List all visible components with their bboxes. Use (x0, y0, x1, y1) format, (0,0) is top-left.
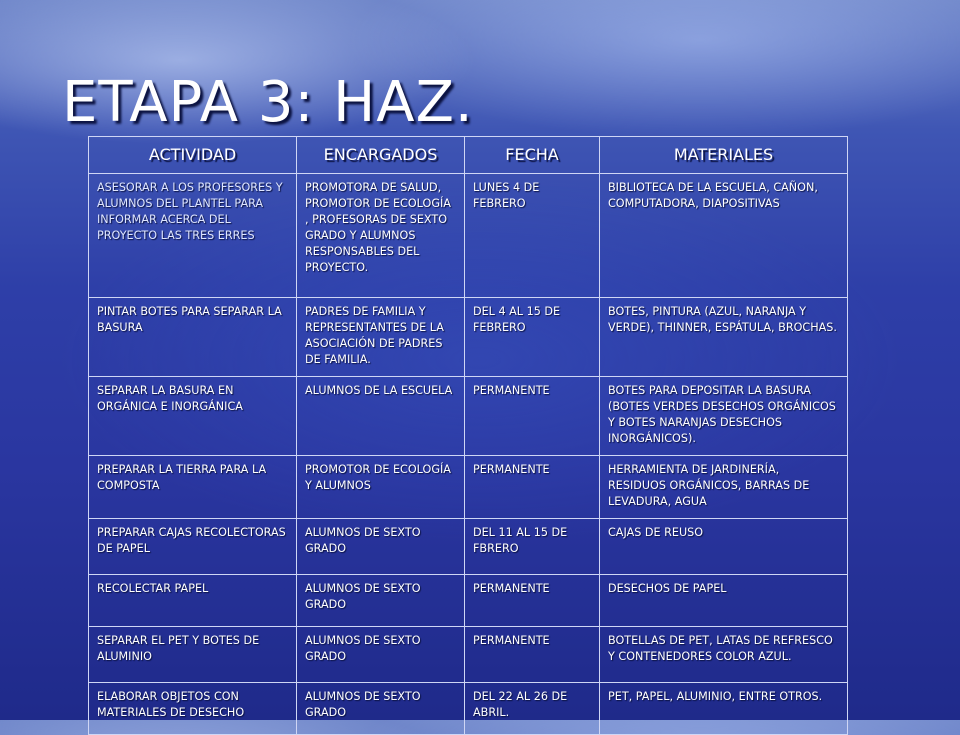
cell-fecha: DEL 4 AL 15 DE FEBRERO (465, 298, 600, 377)
cell-fecha: PERMANENTE (465, 575, 600, 627)
header-encargados: ENCARGADOS (297, 137, 465, 174)
cell-encargados: ALUMNOS DE SEXTO GRADO (297, 519, 465, 575)
table-row (89, 683, 848, 735)
header-actividad: ACTIVIDAD (89, 137, 297, 174)
cell-materiales: BOTES PARA DEPOSITAR LA BASURA (BOTES VERDES DESECHOS ORGÁNICOS Y BOTES NARANJAS DESECHOS INORGÁNICOS). (600, 377, 848, 456)
cell-encargados: PROMOTORA DE SALUD, PROMOTOR DE ECOLOGÍA , PROFESORAS DE SEXTO GRADO Y ALUMNOS RESPONSABLES DEL PROYECTO. (297, 174, 465, 298)
header-fecha: FECHA (465, 137, 600, 174)
cell-encargados: PROMOTOR DE ECOLOGÍA Y ALUMNOS (297, 456, 465, 519)
cell-materiales: BOTES, PINTURA (AZUL, NARANJA Y VERDE), THINNER, ESPÁTULA, BROCHAS. (600, 298, 848, 377)
cell-materiales: BIBLIOTECA DE LA ESCUELA, CAÑON, COMPUTADORA, DIAPOSITIVAS (600, 174, 848, 298)
cell-actividad: PREPARAR LA TIERRA PARA LA COMPOSTA (89, 456, 297, 519)
cell-fecha: DEL 22 AL 26 DE ABRIL. (465, 683, 600, 735)
activity-table (88, 136, 848, 735)
cell-actividad: PINTAR BOTES PARA SEPARAR LA BASURA (89, 298, 297, 377)
cell-encargados: ALUMNOS DE SEXTO GRADO (297, 627, 465, 683)
cell-materiales: DESECHOS DE PAPEL (600, 575, 848, 627)
cell-fecha: PERMANENTE (465, 377, 600, 456)
table-row (89, 456, 848, 519)
table-row (89, 174, 848, 298)
cell-materiales: CAJAS DE REUSO (600, 519, 848, 575)
cell-encargados: PADRES DE FAMILIA Y REPRESENTANTES DE LA ASOCIACIÓN DE PADRES DE FAMILIA. (297, 298, 465, 377)
cell-fecha: PERMANENTE (465, 627, 600, 683)
cell-actividad: ASESORAR A LOS PROFESORES Y ALUMNOS DEL PLANTEL PARA INFORMAR ACERCA DEL PROYECTO LAS TRES ERRES (89, 174, 297, 298)
cell-encargados: ALUMNOS DE SEXTO GRADO (297, 683, 465, 735)
cell-fecha: PERMANENTE (465, 456, 600, 519)
table-row (89, 298, 848, 377)
cell-materiales: HERRAMIENTA DE JARDINERÍA, RESIDUOS ORGÁNICOS, BARRAS DE LEVADURA, AGUA (600, 456, 848, 519)
cell-fecha: DEL 11 AL 15 DE FBRERO (465, 519, 600, 575)
cell-encargados: ALUMNOS DE SEXTO GRADO (297, 575, 465, 627)
cell-materiales: BOTELLAS DE PET, LATAS DE REFRESCO Y CONTENEDORES COLOR AZUL. (600, 627, 848, 683)
cell-materiales: PET, PAPEL, ALUMINIO, ENTRE OTROS. (600, 683, 848, 735)
table-row (89, 575, 848, 627)
cell-actividad: RECOLECTAR PAPEL (89, 575, 297, 627)
cell-actividad: SEPARAR LA BASURA EN ORGÁNICA E INORGÁNICA (89, 377, 297, 456)
cell-actividad: SEPARAR EL PET Y BOTES DE ALUMINIO (89, 627, 297, 683)
cell-actividad: PREPARAR CAJAS RECOLECTORAS DE PAPEL (89, 519, 297, 575)
table-row (89, 377, 848, 456)
cell-actividad: ELABORAR OBJETOS CON MATERIALES DE DESECHO (89, 683, 297, 735)
slide-title: ETAPA 3: HAZ. (62, 70, 474, 135)
table-row (89, 627, 848, 683)
cell-encargados: ALUMNOS DE LA ESCUELA (297, 377, 465, 456)
table-header-row (89, 137, 848, 174)
cell-fecha: LUNES 4 DE FEBRERO (465, 174, 600, 298)
header-materiales: MATERIALES (600, 137, 848, 174)
table-row (89, 519, 848, 575)
